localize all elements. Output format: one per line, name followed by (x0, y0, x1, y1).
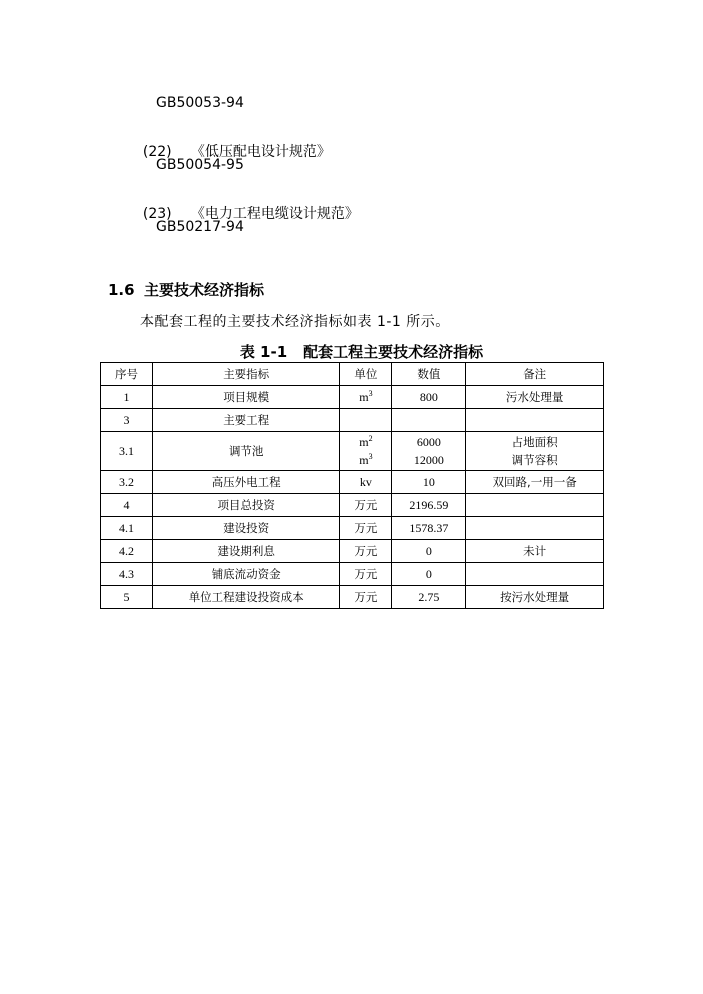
unit-cell: 万元 (340, 563, 392, 586)
note-line: 占地面积 (511, 435, 558, 449)
note-cell: 双回路,一用一备 (466, 471, 604, 494)
header-cell: 序号 (101, 363, 153, 386)
reference-code: GB50217-94 (156, 219, 244, 235)
note-cell: 污水处理量 (466, 386, 604, 409)
row-number: 4 (101, 494, 153, 517)
row-number: 3 (101, 409, 153, 432)
section-heading (108, 279, 264, 300)
row-number: 5 (101, 586, 153, 609)
header-cell: 单位 (340, 363, 392, 386)
section-number: 1.6 (108, 281, 135, 299)
table-row (101, 409, 604, 432)
table-row (101, 586, 604, 609)
table-caption-number: 表 1-1 (239, 343, 288, 361)
table-row (101, 563, 604, 586)
value-line: 6000 (416, 435, 441, 449)
value-cell: 0 (392, 540, 466, 563)
note-cell: 未计 (466, 540, 604, 563)
indicator-name: 建设期利息 (152, 540, 340, 563)
indicator-table (100, 362, 604, 609)
value-cell (392, 432, 466, 471)
header-cell: 备注 (466, 363, 604, 386)
unit-cell (340, 432, 392, 471)
indicator-name: 项目规模 (152, 386, 340, 409)
value-cell: 2196.59 (392, 494, 466, 517)
unit-cell: 万元 (340, 517, 392, 540)
reference-number: (23) (142, 206, 172, 222)
value-cell (392, 409, 466, 432)
indicator-name: 铺底流动资金 (152, 563, 340, 586)
unit-cell (340, 409, 392, 432)
table-row (101, 432, 604, 471)
value-cell: 1578.37 (392, 517, 466, 540)
row-number: 3.1 (101, 432, 153, 471)
table-header-row (101, 363, 604, 386)
header-cell: 主要指标 (152, 363, 340, 386)
unit-cell: 万元 (340, 586, 392, 609)
indicator-name: 建设投资 (152, 517, 340, 540)
unit-superscript: 2 (368, 434, 373, 443)
table-row (101, 386, 604, 409)
value-cell: 2.75 (392, 586, 466, 609)
indicator-name: 高压外电工程 (152, 471, 340, 494)
unit-base: m (359, 435, 369, 449)
table-row (101, 540, 604, 563)
unit-cell: 万元 (340, 494, 392, 517)
reference-number: (22) (142, 144, 172, 160)
value-cell: 800 (392, 386, 466, 409)
value-line: 12000 (413, 453, 444, 467)
value-cell: 0 (392, 563, 466, 586)
body-paragraph: 本配套工程的主要技术经济指标如表 1-1 所示。 (140, 314, 450, 330)
unit-cell: kv (340, 471, 392, 494)
row-number: 4.3 (101, 563, 153, 586)
reference-code: GB50053-94 (156, 95, 244, 111)
row-number: 1 (101, 386, 153, 409)
reference-title: 《低压配电设计规范》 (190, 144, 331, 160)
note-cell (466, 517, 604, 540)
indicator-name: 主要工程 (152, 409, 340, 432)
note-cell (466, 494, 604, 517)
table-row (101, 494, 604, 517)
note-cell (466, 563, 604, 586)
indicator-name: 调节池 (152, 432, 340, 471)
unit-cell: 万元 (340, 540, 392, 563)
table-row (101, 471, 604, 494)
row-number: 4.2 (101, 540, 153, 563)
table-caption-title: 配套工程主要技术经济指标 (303, 343, 484, 361)
table-row (101, 517, 604, 540)
reference-code: GB50054-95 (156, 157, 244, 173)
note-cell (466, 432, 604, 471)
unit-base: m (359, 453, 369, 467)
note-line: 调节容积 (511, 453, 558, 467)
indicator-name: 单位工程建设投资成本 (152, 586, 340, 609)
indicator-name: 项目总投资 (152, 494, 340, 517)
unit-cell (340, 386, 392, 409)
unit-superscript: 3 (368, 452, 373, 461)
unit-base: m (359, 390, 369, 404)
value-cell: 10 (392, 471, 466, 494)
header-cell: 数值 (392, 363, 466, 386)
row-number: 4.1 (101, 517, 153, 540)
note-cell (466, 409, 604, 432)
section-title: 主要技术经济指标 (144, 281, 265, 299)
note-cell: 按污水处理量 (466, 586, 604, 609)
unit-superscript: 3 (368, 389, 373, 398)
row-number: 3.2 (101, 471, 153, 494)
table-caption (0, 341, 703, 362)
reference-title: 《电力工程电缆设计规范》 (190, 206, 359, 222)
